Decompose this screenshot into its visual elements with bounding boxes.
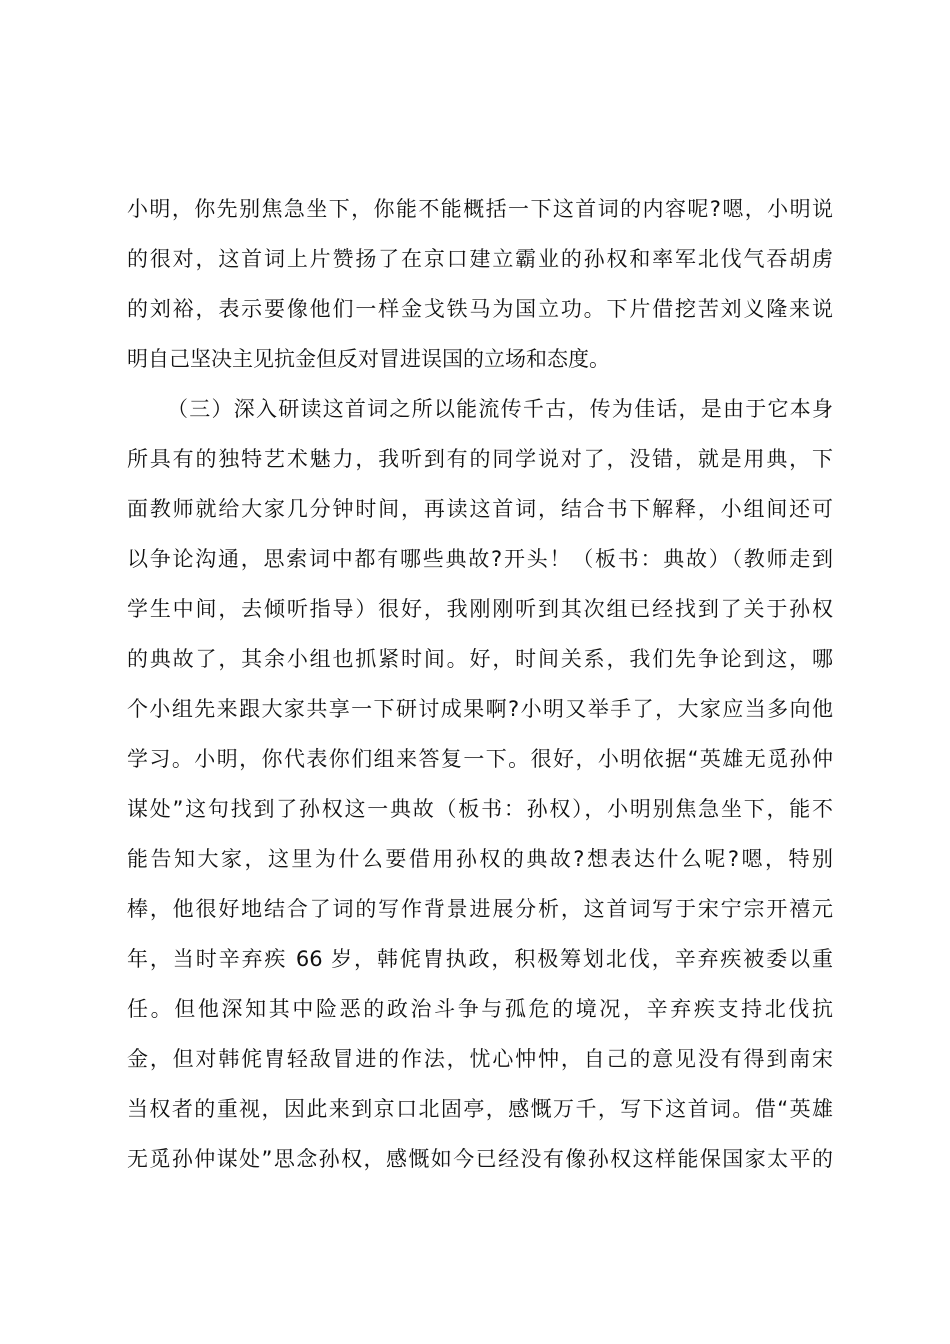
body-text [127,184,833,1184]
text-line: 年，当时辛弃疾 66 岁，韩侂胄执政，积极筹划北伐，辛弃疾被委以重 [127,947,833,971]
text-line: 面教师就给大家几分钟时间，再读这首词，结合书下解释，小组间还可 [127,497,833,521]
paragraph-2 [127,384,833,1184]
text-line: 的典故了，其余小组也抓紧时间。好，时间关系，我们先争论到这，哪 [127,647,833,671]
text-line: 以争论沟通，思索词中都有哪些典故?开头！（板书：典故）（教师走到 [127,547,833,571]
text-line: 无觅孙仲谋处”思念孙权，感慨如今已经没有像孙权这样能保国家太平的 [127,1147,833,1171]
text-line: 谋处”这句找到了孙权这一典故（板书：孙权），小明别焦急坐下，能不 [127,797,833,821]
text-line: 的刘裕，表示要像他们一样金戈铁马为国立功。下片借挖苦刘义隆来说 [127,297,833,321]
text-line: 金，但对韩侂胄轻敌冒进的作法，忧心忡忡，自己的意见没有得到南宋 [127,1047,833,1071]
text-line: 小明，你先别焦急坐下，你能不能概括一下这首词的内容呢?嗯，小明说 [127,197,833,221]
text-line: 能告知大家，这里为什么要借用孙权的典故?想表达什么呢?嗯，特别 [127,847,833,871]
text-line: 明自己坚决主见抗金但反对冒进误国的立场和态度。 [127,347,610,371]
text-line: 个小组先来跟大家共享一下研讨成果啊?小明又举手了，大家应当多向他 [127,697,833,721]
text-line: 当权者的重视，因此来到京口北固亭，感慨万千，写下这首词。借“英雄 [127,1097,833,1121]
text-line: 任。但他深知其中险恶的政治斗争与孤危的境况，辛弃疾支持北伐抗 [127,997,833,1021]
text-line: 学生中间，去倾听指导）很好，我刚刚听到其次组已经找到了关于孙权 [127,597,833,621]
text-line: 学习。小明，你代表你们组来答复一下。很好，小明依据“英雄无觅孙仲 [127,747,833,771]
paragraph-1 [127,184,833,384]
text-line: （三）深入研读这首词之所以能流传千古，传为佳话，是由于它本身 [167,397,833,421]
text-line: 棒，他很好地结合了词的写作背景进展分析，这首词写于宋宁宗开禧元 [127,897,833,921]
text-line: 所具有的独特艺术魅力，我听到有的同学说对了，没错，就是用典，下 [127,447,833,471]
text-line: 的很对，这首词上片赞扬了在京口建立霸业的孙权和率军北伐气吞胡虏 [127,247,833,271]
